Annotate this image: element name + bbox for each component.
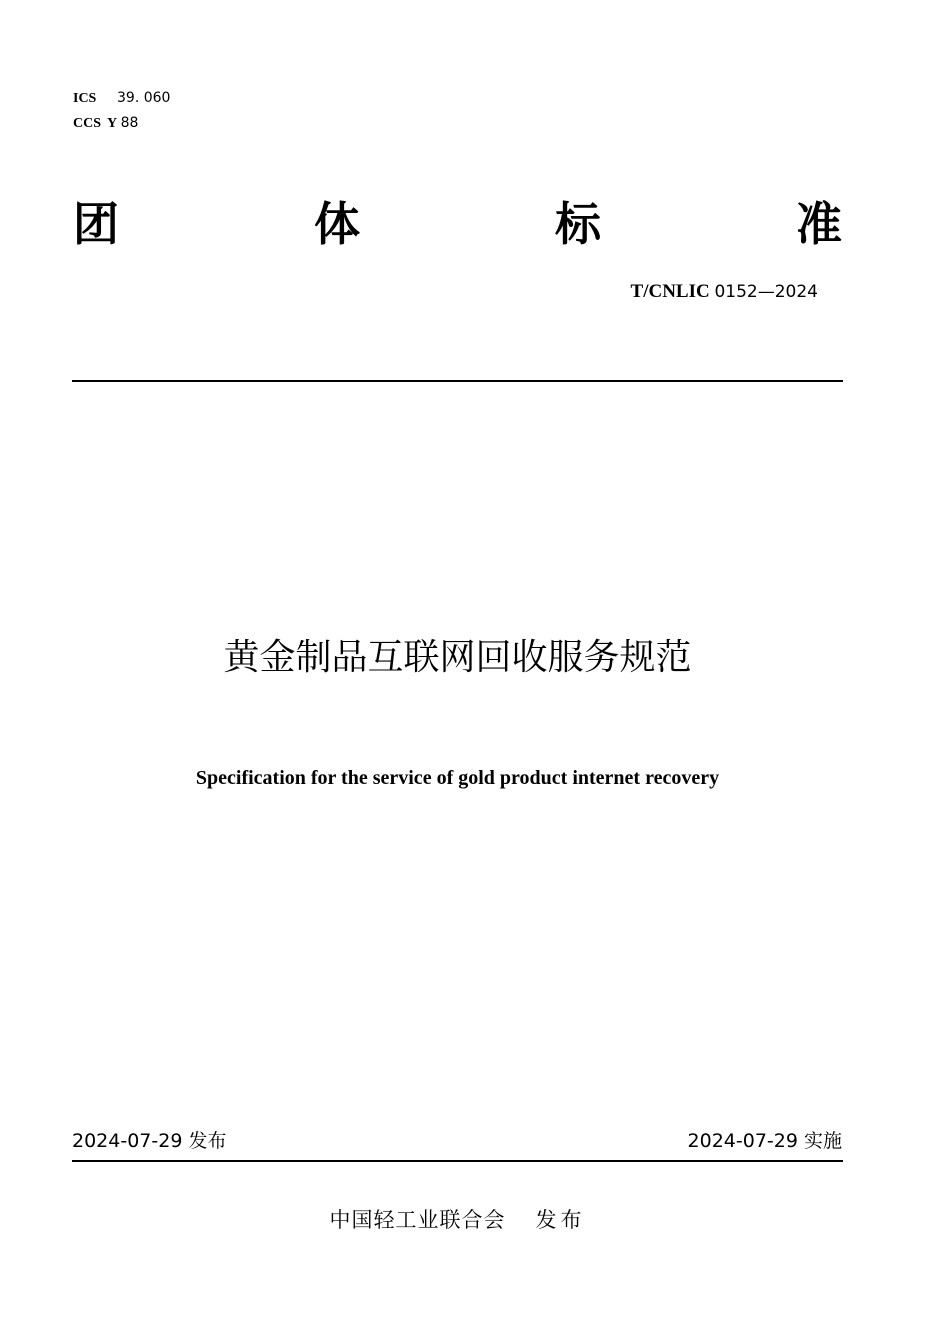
classification-codes — [73, 86, 170, 136]
title-english: Specification for the service of gold product internet recovery — [195, 767, 720, 789]
standard-number-code: 0152—2024 — [714, 282, 818, 302]
ccs-row — [73, 111, 170, 136]
standard-number — [631, 281, 818, 303]
standard-type-char: 体 — [314, 197, 360, 251]
ccs-number: 88 — [120, 115, 139, 131]
issuer-action: 发布 — [535, 1208, 586, 1232]
publish-date: 2024-07-29 发布 — [72, 1130, 227, 1152]
standard-type-char: 团 — [73, 197, 119, 251]
issuer-name: 中国轻工业联合会 — [329, 1208, 506, 1232]
standard-type-char: 准 — [796, 197, 842, 251]
ics-value: 39. 060 — [117, 90, 171, 106]
ics-row — [73, 86, 170, 111]
standard-type-char: 标 — [555, 197, 601, 251]
issuer-line — [0, 1204, 915, 1234]
bottom-divider — [72, 1160, 843, 1162]
ccs-letter: Y — [107, 116, 118, 131]
standard-type-heading — [73, 192, 842, 256]
ics-label: ICS — [73, 91, 97, 106]
ccs-label: CCS — [73, 116, 102, 131]
implement-date: 2024-07-29 实施 — [687, 1130, 842, 1152]
title-chinese: 黄金制品互联网回收服务规范 — [223, 637, 692, 678]
standard-number-prefix: T/CNLIC — [630, 281, 710, 302]
top-divider — [72, 380, 843, 382]
